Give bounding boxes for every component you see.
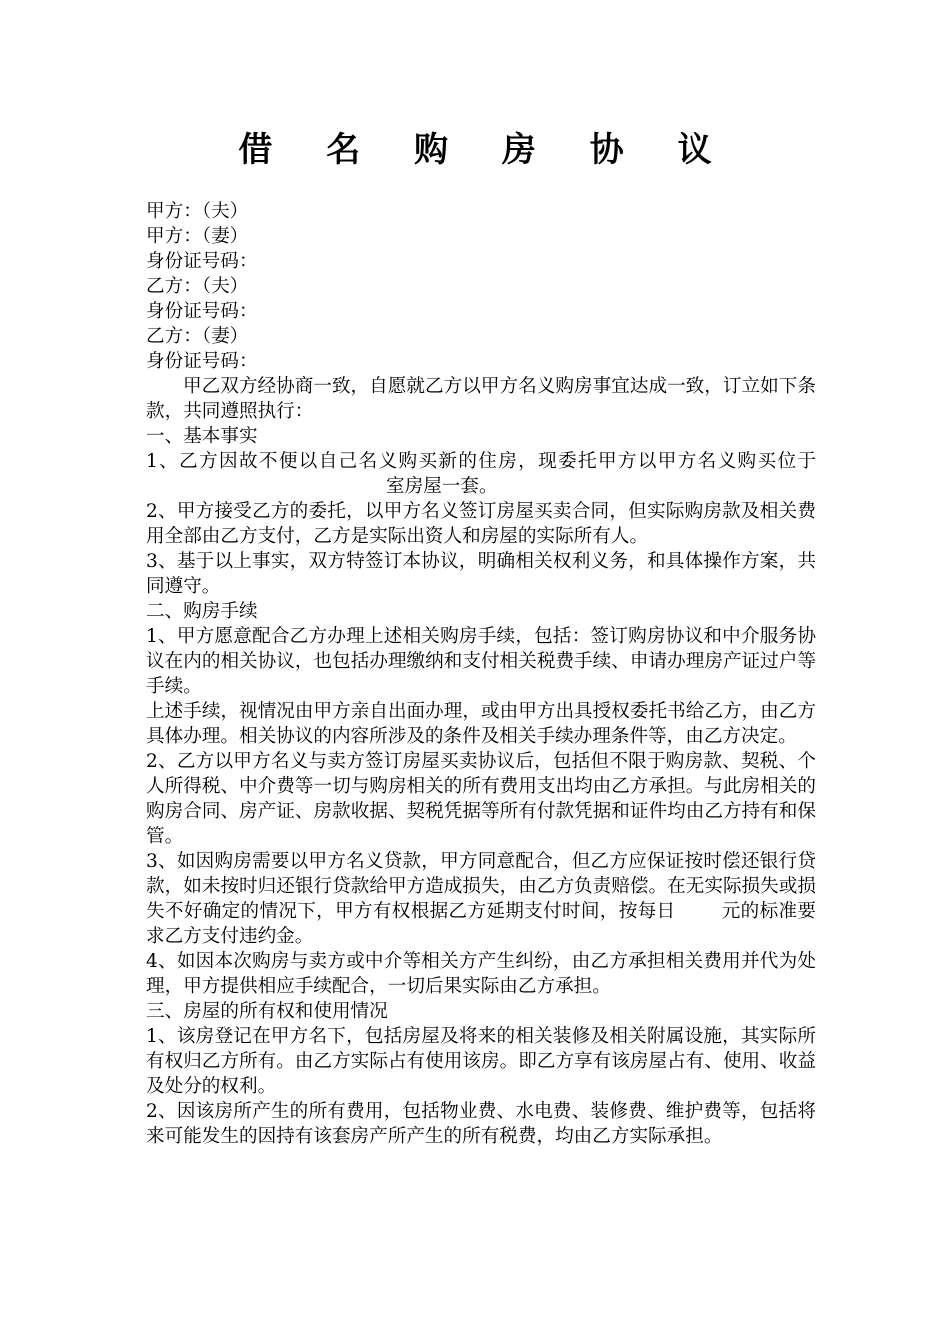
party-line: 身份证号码： <box>146 251 258 272</box>
party-line: 身份证号码： <box>146 301 258 322</box>
party-line: 乙方：（夫） <box>146 276 249 297</box>
clause-paragraph: 3、基于以上事实，双方特签订本协议，明确相关权利义务，和具体操作方案，共同遵守。 <box>146 551 816 597</box>
clause-paragraph: 1、甲方愿意配合乙方办理上述相关购房手续，包括：签订购房协议和中介服务协议在内的相关协议，也包括办理缴纳和支付相关税费手续、申请办理房产证过户等手续。 <box>146 626 816 697</box>
clause-text: 1、乙方因故不便以自己名义购买新的住房，现委托甲方以甲方名义购买位于 <box>146 451 816 472</box>
clause-paragraph: 上述手续，视情况由甲方亲自出面办理，或由甲方出具授权委托书给乙方，由乙方具体办理。相关协议的内容所涉及的条件及相关手续办理条件等，由乙方决定。 <box>146 701 816 747</box>
party-line: 甲方：（夫） <box>146 201 249 222</box>
section-heading: 二、购房手续 <box>146 601 258 622</box>
clause-paragraph <box>146 449 816 499</box>
party-line: 甲方：（妻） <box>146 226 249 247</box>
section-heading: 一、基本事实 <box>146 426 258 447</box>
document-title: 借 名 购 房 协 议 <box>238 130 733 170</box>
party-line: 身份证号码： <box>146 351 258 372</box>
clause-paragraph: 2、乙方以甲方名义与卖方签订房屋买卖协议后，包括但不限于购房款、契税、个人所得税、中介费等一切与购房相关的所有费用支出均由乙方承担。与此房相关的购房合同、房产证、房款收据、契税凭据等所有付款凭据和证件均由乙方持有和保管。 <box>146 751 816 847</box>
document-body <box>146 199 816 1149</box>
clause-paragraph: 4、如因本次购房与卖方或中介等相关方产生纠纷，由乙方承担相关费用并代为处理，甲方提供相应手续配合，一切后果实际由乙方承担。 <box>146 951 816 997</box>
intro-paragraph: 甲乙双方经协商一致，自愿就乙方以甲方名义购房事宜达成一致，订立如下条款，共同遵照执行： <box>146 376 816 422</box>
clause-paragraph: 1、该房登记在甲方名下，包括房屋及将来的相关装修及相关附属设施，其实际所有权归乙方所有。由乙方实际占有使用该房。即乙方享有该房屋占有、使用、收益及处分的权利。 <box>146 1026 816 1097</box>
clause-paragraph: 2、甲方接受乙方的委托，以甲方名义签订房屋买卖合同，但实际购房款及相关费用全部由乙方支付，乙方是实际出资人和房屋的实际所有人。 <box>146 501 816 547</box>
clause-paragraph: 2、因该房所产生的所有费用，包括物业费、水电费、装修费、维护费等，包括将来可能发生的因持有该套房产所产生的所有税费，均由乙方实际承担。 <box>146 1101 816 1147</box>
section-heading: 三、房屋的所有权和使用情况 <box>146 1001 388 1022</box>
clause-paragraph <box>146 849 816 949</box>
party-line: 乙方：（妻） <box>146 326 249 347</box>
clause-text: 室房屋一套。 <box>386 476 498 497</box>
clause-text: 元的标准要求乙方支付违约金。 <box>146 901 816 947</box>
clause-text: 3、如因购房需要以甲方名义贷款，甲方同意配合，但乙方应保证按时偿还银行贷款，如未按时归还银行贷款给甲方造成损失，由乙方负责赔偿。在无实际损失或损失不好确定的情况下，甲方有权根据乙方延期支付时间，按每日 <box>146 851 816 922</box>
